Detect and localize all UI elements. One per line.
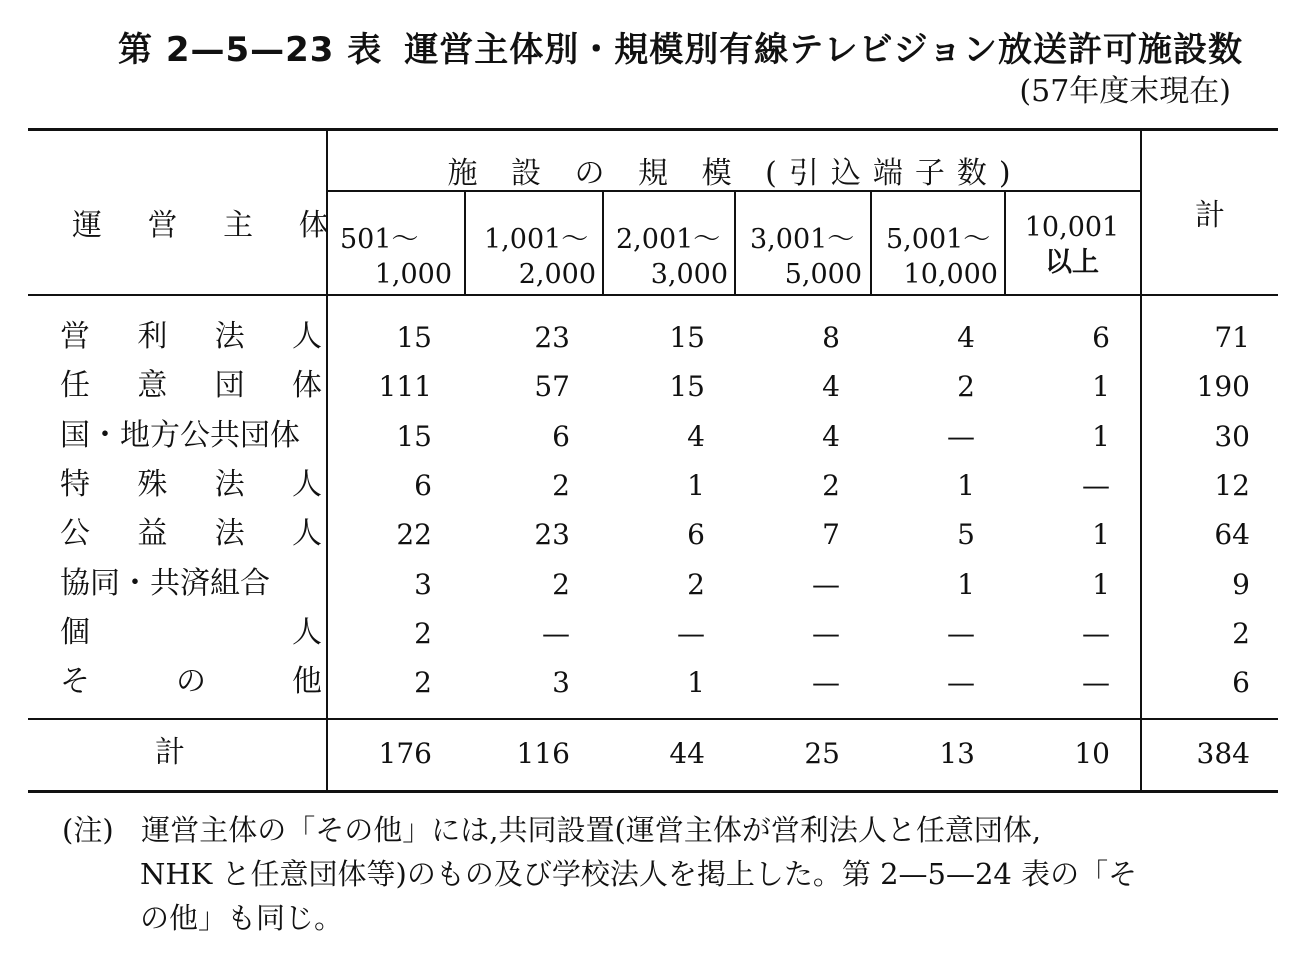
owner-column-divider-lower <box>326 296 328 792</box>
table-cell: 2 <box>552 568 570 601</box>
total-cell: 116 <box>516 737 570 770</box>
row-label: 任意団体 <box>60 368 322 403</box>
row-label: 国・地方公共団体 <box>60 418 300 453</box>
total-column-divider <box>1140 130 1142 792</box>
row-label: 協同・共済組合 <box>60 566 270 601</box>
table-cell: 1 <box>1092 568 1110 601</box>
note-mark: (注) <box>62 813 114 847</box>
total-cell: 10 <box>1074 737 1110 770</box>
table-cell: — <box>677 617 705 650</box>
table-cell: 22 <box>396 518 432 551</box>
table-cell: 4 <box>687 420 705 453</box>
table-cell: 57 <box>534 370 570 403</box>
table-cell: 2 <box>414 617 432 650</box>
table-cell: 4 <box>822 420 840 453</box>
note-line-2: NHK と任意団体等)のもの及び学校法人を掲上した。第 2—5—24 表の「そ <box>140 857 1138 891</box>
table-title-text: 運営主体別・規模別有線テレビジョン放送許可施設数 <box>404 30 1243 70</box>
col-divider-3 <box>734 192 736 296</box>
table-cell: — <box>542 617 570 650</box>
row-total-cell: 12 <box>1214 469 1250 502</box>
table-cell: — <box>1082 666 1110 699</box>
table-cell: 1 <box>687 469 705 502</box>
table-cell: 1 <box>1092 370 1110 403</box>
note-line-1: 運営主体の「その他」には,共同設置(運営主体が営利法人と任意団体, <box>141 813 1042 847</box>
header-bottom-rule <box>28 294 1278 296</box>
col-divider-1 <box>464 192 466 296</box>
size-column-header: 5,001～ 10,000 <box>886 224 998 291</box>
table-cell: 15 <box>669 370 705 403</box>
table-note <box>62 808 1277 940</box>
total-cell: 25 <box>804 737 840 770</box>
table-number: 第 2—5—23 表 <box>118 30 383 70</box>
table-cell: 3 <box>552 666 570 699</box>
size-column-header: 2,001～ 3,000 <box>616 224 728 291</box>
row-total-cell: 6 <box>1232 666 1250 699</box>
table-cell: 2 <box>552 469 570 502</box>
table-cell: 111 <box>378 370 432 403</box>
total-header: 計 <box>1195 198 1225 233</box>
total-cell: 44 <box>669 737 705 770</box>
table-cell: 6 <box>1092 321 1110 354</box>
owner-header: 運 営 主 体 <box>72 208 347 243</box>
table-cell: 7 <box>822 518 840 551</box>
grand-total-cell: 384 <box>1196 737 1250 770</box>
as-of-date: (57年度末現在) <box>1019 74 1231 109</box>
size-column-header: 501～ 1,000 <box>340 224 452 291</box>
facility-size-header: 施 設 の 規 模 (引込端子数) <box>447 156 1023 191</box>
table-cell: — <box>812 568 840 601</box>
table-cell: 2 <box>957 370 975 403</box>
table-cell: — <box>947 666 975 699</box>
row-total-cell: 71 <box>1214 321 1250 354</box>
table-cell: — <box>812 666 840 699</box>
table-cell: 6 <box>687 518 705 551</box>
size-column-header: 10,001 以上 <box>1024 212 1120 279</box>
row-label: 特殊法人 <box>60 467 322 502</box>
table-cell: 15 <box>396 420 432 453</box>
table-cell: 1 <box>1092 420 1110 453</box>
table-cell: 6 <box>414 469 432 502</box>
total-top-rule <box>28 718 1278 720</box>
row-label: 個人 <box>60 615 322 650</box>
table-cell: — <box>1082 617 1110 650</box>
table-cell: 15 <box>669 321 705 354</box>
size-column-header: 3,001～ 5,000 <box>750 224 862 291</box>
size-column-header: 1,001～ 2,000 <box>484 224 596 291</box>
row-total-cell: 64 <box>1214 518 1250 551</box>
table-cell: 5 <box>957 518 975 551</box>
row-total-cell: 30 <box>1214 420 1250 453</box>
table-cell: 6 <box>552 420 570 453</box>
total-row-label: 計 <box>155 735 185 770</box>
row-total-cell: 190 <box>1196 370 1250 403</box>
table-cell: 23 <box>534 518 570 551</box>
row-label: 営利法人 <box>60 319 322 354</box>
total-cell: 13 <box>939 737 975 770</box>
col-divider-5 <box>1004 192 1006 296</box>
row-label: 公益法人 <box>60 516 322 551</box>
row-label: その他 <box>60 664 322 699</box>
bottom-rule <box>28 790 1278 793</box>
table-cell: 2 <box>687 568 705 601</box>
table-cell: 4 <box>957 321 975 354</box>
table-cell: 1 <box>957 568 975 601</box>
table-cell: 4 <box>822 370 840 403</box>
table-cell: 23 <box>534 321 570 354</box>
row-total-cell: 9 <box>1232 568 1250 601</box>
table-cell: 3 <box>414 568 432 601</box>
row-total-cell: 2 <box>1232 617 1250 650</box>
top-rule <box>28 128 1278 131</box>
table-cell: — <box>1082 469 1110 502</box>
col-divider-2 <box>602 192 604 296</box>
table-cell: — <box>812 617 840 650</box>
note-line-3: の他」も同じ。 <box>140 901 344 935</box>
table-cell: 15 <box>396 321 432 354</box>
table-cell: 1 <box>687 666 705 699</box>
table-cell: 2 <box>414 666 432 699</box>
col-divider-4 <box>870 192 872 296</box>
total-cell: 176 <box>378 737 432 770</box>
table-cell: 2 <box>822 469 840 502</box>
table-cell: 8 <box>822 321 840 354</box>
table-cell: 1 <box>1092 518 1110 551</box>
table-cell: 1 <box>957 469 975 502</box>
table-title <box>118 22 1243 71</box>
table-cell: — <box>947 617 975 650</box>
table-cell: — <box>947 420 975 453</box>
